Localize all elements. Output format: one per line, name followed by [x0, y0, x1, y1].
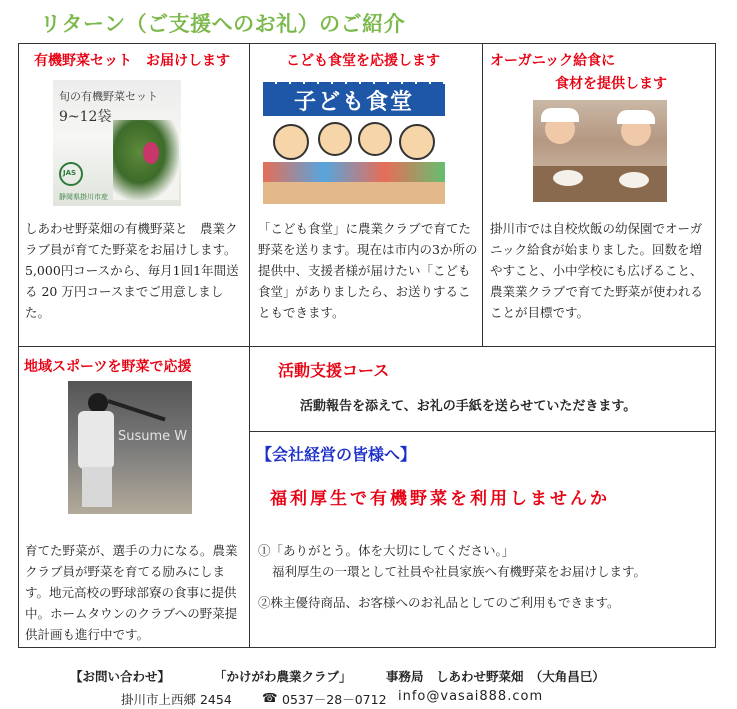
- veg-description: しあわせ野菜畑の有機野菜と 農業クラブ員が育てた野菜をお届けします。5,000円コースから、毎月1回1年間送る 20 万円コースまでご用意しました。: [25, 221, 239, 320]
- veg-set-photo: [53, 80, 181, 206]
- veg-photo-count: 9~12袋: [59, 109, 112, 125]
- kids-cafeteria-illustration: [263, 82, 445, 204]
- sports-description: 育てた野菜が、選手の力になる。農業クラブ員が野菜を育てる励みにします。地元高校の野球部寮の食事に提供中。ホームタウンのクラブへの野菜提供計画も進行中です。: [25, 543, 238, 642]
- activity-heading: 活動支援コース: [278, 361, 390, 380]
- jas-mark-text: JAS: [63, 169, 77, 177]
- radish-image: [143, 142, 159, 164]
- children-clothes: [263, 162, 445, 184]
- batter-legs: [82, 467, 112, 507]
- office-name: 事務局 しあわせ野菜畑 （大角昌巳）: [386, 669, 605, 684]
- helmet-image: [88, 393, 108, 413]
- phone-icon: ☎: [262, 690, 278, 705]
- child-face: [399, 124, 435, 160]
- child-face: [273, 124, 309, 160]
- organic-heading-line2: 食材を提供します: [555, 76, 667, 92]
- organic-heading-line1: オーガニック給食に: [490, 53, 616, 69]
- grid-divider: [18, 346, 716, 347]
- cap-image: [541, 108, 579, 122]
- bat-image: [107, 399, 165, 421]
- plate: [619, 172, 649, 188]
- page-title: リターン（ご支援へのお礼）のご紹介: [40, 12, 406, 36]
- business-tagline: 福利厚生で有機野菜を利用しませんか: [270, 489, 610, 509]
- batter-uniform: [78, 411, 114, 469]
- plate: [553, 170, 583, 186]
- kids-description: 「こども食堂」に農業クラブで育てた野菜を送ります。現在は市内の3か所の提供中、支援者様が届けたい「こども食堂」がありましたら、お送りすることもできます。: [258, 221, 478, 320]
- grid-divider: [249, 431, 716, 432]
- banner-text: 子ども食堂: [293, 90, 414, 115]
- baseball-batter-photo: [68, 381, 192, 514]
- sports-heading: 地域スポーツを野菜で応援: [24, 359, 192, 375]
- business-item-2: ②株主優待商品、お客様へのお礼品としてのご利用もできます。: [258, 595, 620, 610]
- business-item-1: ①「ありがとう。体を大切にしてください。」: [258, 543, 515, 558]
- child-face: [318, 122, 352, 156]
- address: 掛川市上西郷 2454: [121, 692, 232, 707]
- phone-number: 0537－28－0712: [282, 692, 387, 707]
- contact-label: 【お問い合わせ】: [70, 669, 171, 684]
- table: [263, 182, 445, 204]
- organization-name: 「かけがわ農業クラブ」: [214, 669, 352, 684]
- kids-heading: こども食堂を応援します: [286, 53, 440, 69]
- business-heading: 【会社経営の皆様へ】: [256, 445, 417, 464]
- email-link[interactable]: info@vasai888.com: [398, 689, 544, 704]
- cap-image: [617, 110, 655, 124]
- activity-description: 活動報告を添えて、お礼の手紙を送らせていただきます。: [300, 399, 637, 414]
- business-item-1-detail: 福利厚生の一環として社員や社員家族へ有機野菜をお届けします。: [272, 564, 647, 579]
- grid-divider: [482, 43, 483, 346]
- organic-description: 掛川市では自校炊飯の幼保園でオーガニック給食が始まりました。回数を増やすこと、小中学校にも広げること、農業業クラブで育てた野菜が使われることが目標です。: [490, 221, 703, 320]
- organic-jas-logo: [59, 162, 83, 186]
- school-lunch-photo: [533, 100, 667, 202]
- banner: [263, 82, 445, 116]
- veg-heading: 有機野菜セット お届けします: [34, 53, 230, 69]
- child-face: [358, 122, 392, 156]
- watermark: Susume W: [118, 429, 188, 444]
- veg-photo-org: 静岡県掛川市産: [59, 193, 108, 201]
- veg-photo-title: 旬の有機野菜セット: [59, 90, 158, 103]
